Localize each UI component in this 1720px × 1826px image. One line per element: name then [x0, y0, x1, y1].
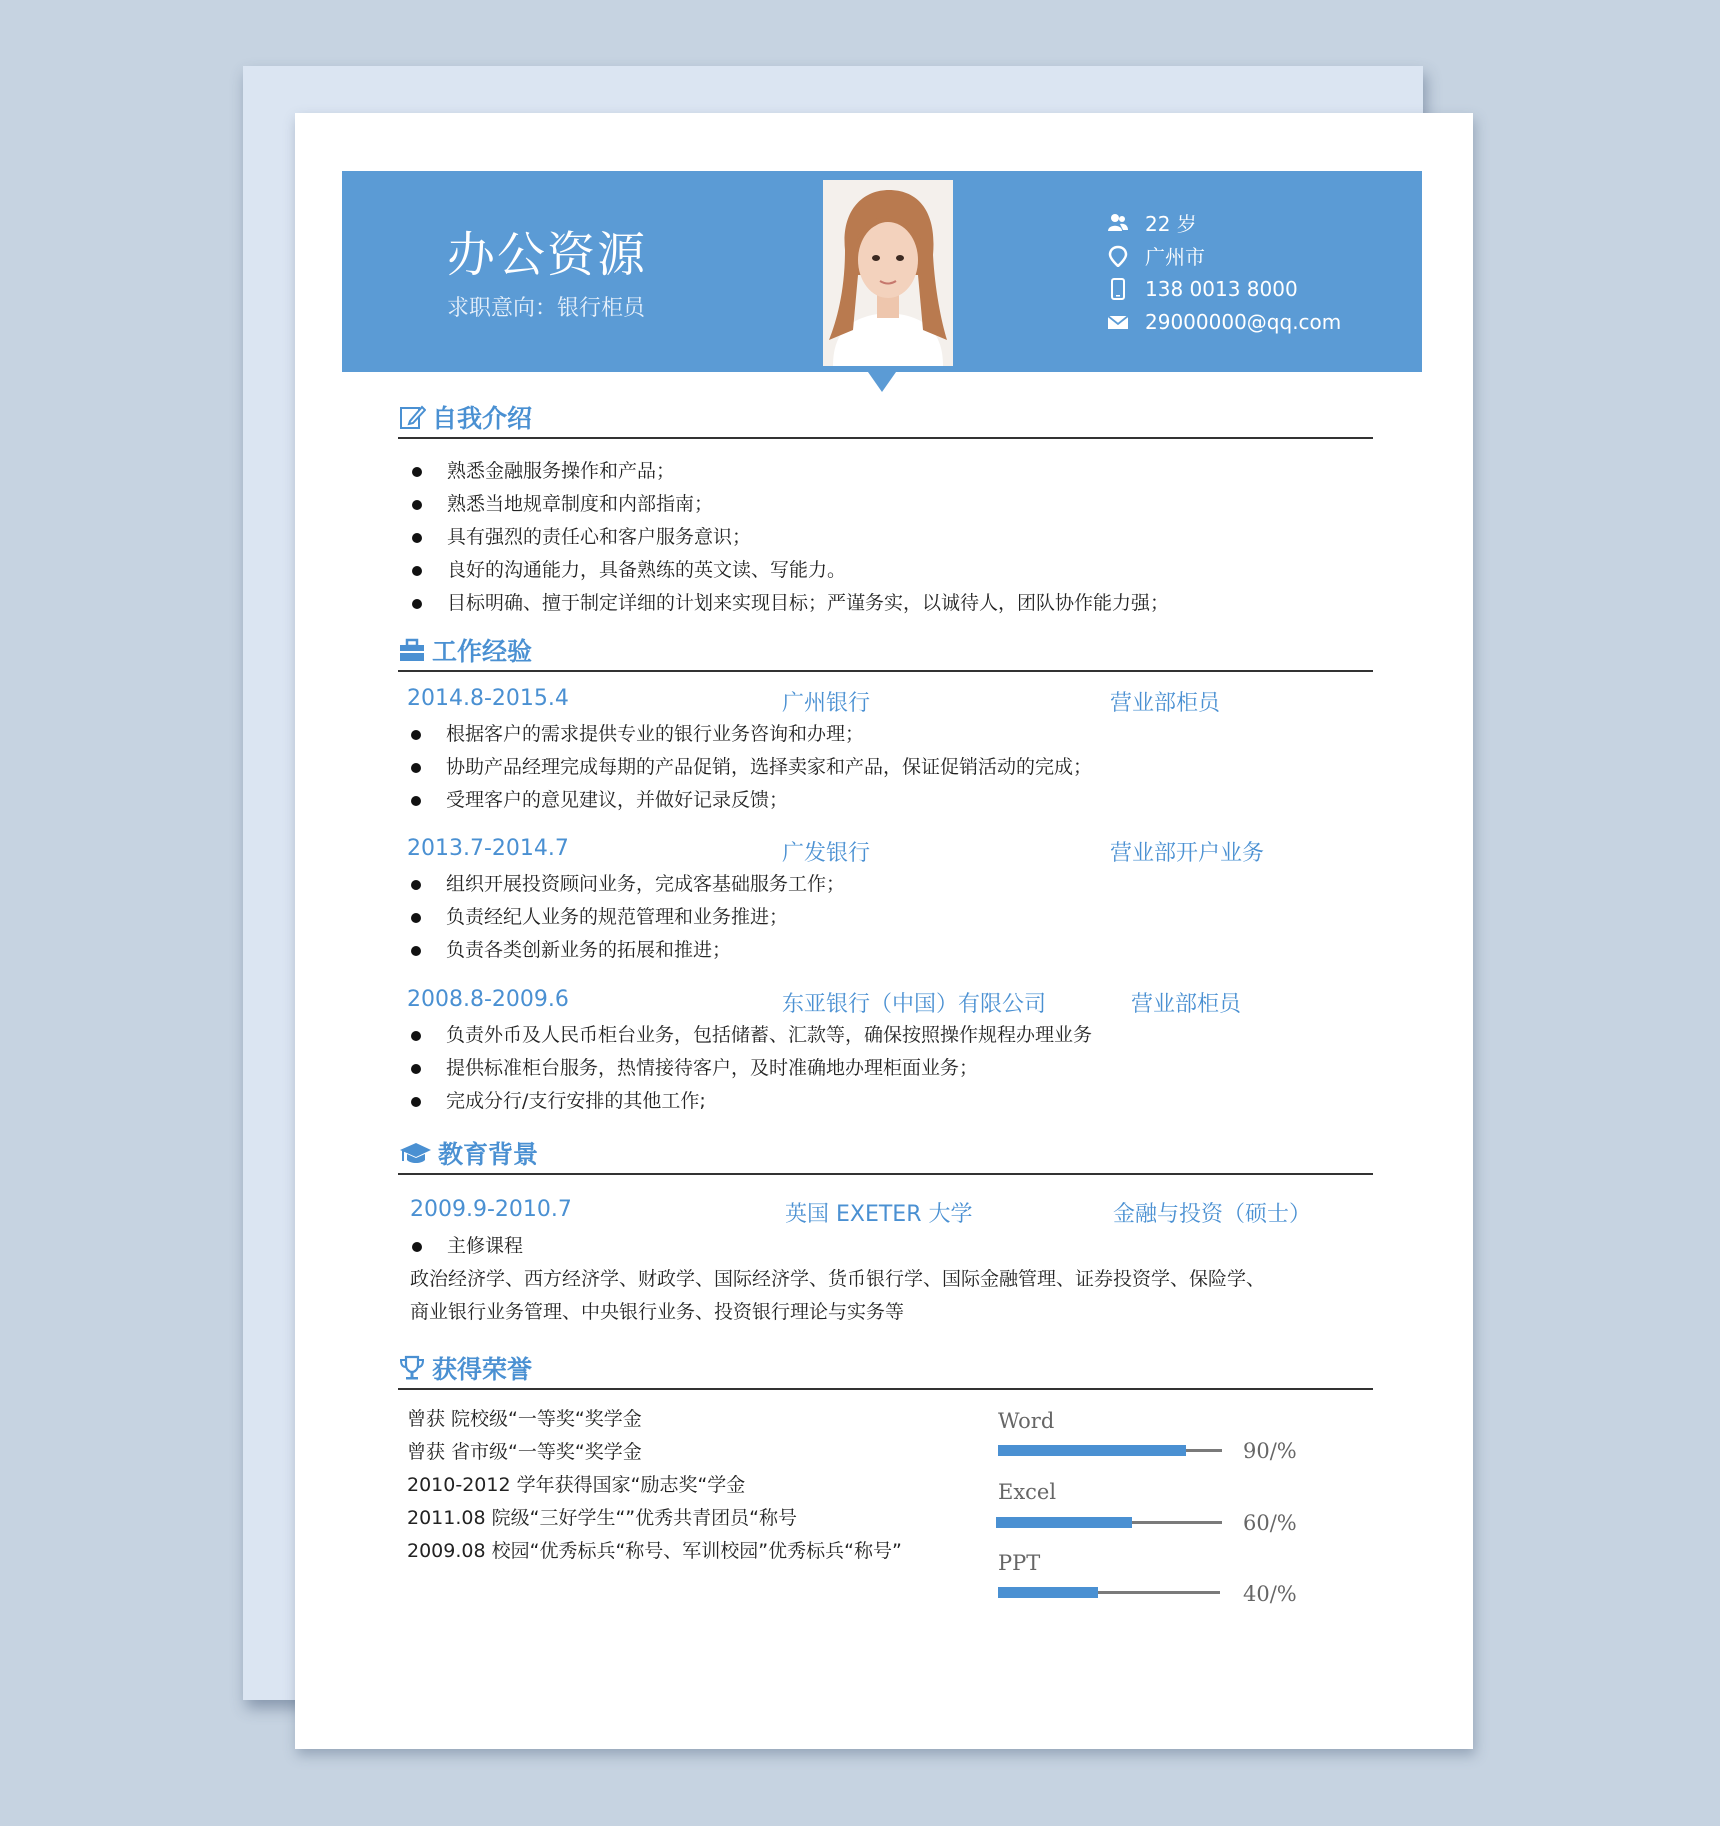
job-period: 2014.8-2015.4 [407, 686, 569, 711]
self-intro-list [408, 455, 1169, 620]
contact-location: 广州市 [1107, 239, 1341, 272]
skill-excel-bar [996, 1521, 1222, 1524]
list-item: 主修课程 [408, 1230, 523, 1263]
section-education-title: 教育背景 [398, 1133, 1373, 1175]
education-major: 金融与投资（硕士） [1113, 1202, 1312, 1227]
briefcase-icon [398, 636, 426, 664]
graduation-cap-icon [398, 1139, 432, 1167]
list-item: 熟悉当地规章制度和内部指南； [408, 488, 1169, 521]
skill-excel-fill [996, 1517, 1132, 1528]
honors-list [407, 1403, 927, 1568]
job-company: 东亚银行（中国）有限公司 [782, 992, 1047, 1017]
skill-word-percent: 90/% [1243, 1439, 1297, 1463]
list-item: 受理客户的意见建议，并做好记录反馈； [407, 784, 1092, 817]
list-item: 负责各类创新业务的拓展和推进； [407, 934, 845, 967]
job-company: 广州银行 [782, 691, 871, 716]
trophy-icon [398, 1354, 426, 1382]
job-role: 营业部柜员 [1131, 992, 1242, 1017]
honor-item: 曾获 院校级“一等奖“奖学金 [407, 1408, 642, 1430]
contact-email: 29000000@qq.com [1107, 305, 1341, 338]
job-2-duties [407, 868, 845, 967]
list-item: 熟悉金融服务操作和产品； [408, 455, 1169, 488]
honor-item: 曾获 省市级“一等奖“奖学金 [407, 1441, 642, 1463]
course-description: 政治经济学、西方经济学、财政学、国际经济学、货币银行学、国际金融管理、证券投资学、保险学、 商业银行业务管理、中央银行业务、投资银行理论与实务等 [410, 1268, 1266, 1323]
job-intent: 求职意向：银行柜员 [447, 296, 646, 321]
section-self-intro-title: 自我介绍 [398, 397, 1373, 439]
section-honors-title: 获得荣誉 [398, 1348, 1373, 1390]
course-heading-list [408, 1230, 523, 1263]
mail-icon [1107, 311, 1129, 333]
list-item: 负责外币及人民币柜台业务，包括储蓄、汇款等，确保按照操作规程办理业务 [407, 1019, 1092, 1052]
location-pin-icon [1107, 245, 1129, 267]
honor-item: 2011.08 院级“三好学生“”优秀共青团员“称号 [407, 1507, 797, 1529]
list-item: 协助产品经理完成每期的产品促销，选择卖家和产品，保证促销活动的完成； [407, 751, 1092, 784]
education-school: 英国 EXETER 大学 [785, 1202, 973, 1227]
skill-excel-label: Excel [998, 1480, 1057, 1504]
job-entry-2-header [407, 836, 1367, 866]
edit-icon [398, 403, 426, 431]
candidate-name: 办公资源 [447, 227, 648, 283]
skill-word-label: Word [998, 1409, 1055, 1433]
honor-item: 2009.08 校园“优秀标兵“称号、军训校园”优秀标兵“称号” [407, 1540, 902, 1562]
job-period: 2008.8-2009.6 [407, 987, 569, 1012]
list-item: 完成分行/支行安排的其他工作; [407, 1085, 1092, 1118]
skill-ppt-percent: 40/% [1243, 1582, 1297, 1606]
phone-icon [1107, 278, 1129, 300]
job-period: 2013.7-2014.7 [407, 836, 569, 861]
header-banner [342, 171, 1422, 372]
job-company: 广发银行 [782, 841, 871, 866]
list-item: 负责经纪人业务的规范管理和业务推进； [407, 901, 845, 934]
section-work-title: 工作经验 [398, 630, 1373, 672]
list-item: 提供标准柜台服务，热情接待客户，及时准确地办理柜面业务； [407, 1052, 1092, 1085]
list-item: 组织开展投资顾问业务，完成客基础服务工作； [407, 868, 845, 901]
job-1-duties [407, 718, 1092, 817]
header-pointer [868, 372, 896, 392]
skill-ppt-label: PPT [998, 1551, 1041, 1575]
honor-item: 2010-2012 学年获得国家“励志奖“学金 [407, 1474, 746, 1496]
job-entry-1-header [407, 686, 1367, 716]
skill-word-fill [998, 1445, 1186, 1456]
job-3-duties [407, 1019, 1092, 1118]
contact-list [1107, 206, 1341, 338]
contact-age: 22 岁 [1107, 206, 1341, 239]
skill-ppt-fill [998, 1587, 1098, 1598]
contact-phone: 138 0013 8000 [1107, 272, 1341, 305]
person-icon [1107, 212, 1129, 234]
profile-photo [823, 180, 953, 366]
list-item: 良好的沟通能力，具备熟练的英文读、写能力。 [408, 554, 1169, 587]
education-entry-header [410, 1197, 1370, 1227]
list-item: 具有强烈的责任心和客户服务意识； [408, 521, 1169, 554]
list-item: 根据客户的需求提供专业的银行业务咨询和办理； [407, 718, 1092, 751]
job-entry-3-header [407, 987, 1367, 1017]
list-item: 目标明确、擅于制定详细的计划来实现目标；严谨务实，以诚待人，团队协作能力强； [408, 587, 1169, 620]
skill-ppt-bar [998, 1591, 1220, 1594]
education-period: 2009.9-2010.7 [410, 1197, 572, 1222]
skill-word-bar [998, 1449, 1222, 1452]
job-role: 营业部柜员 [1110, 691, 1221, 716]
skill-excel-percent: 60/% [1243, 1511, 1297, 1535]
job-role: 营业部开户业务 [1110, 841, 1265, 866]
